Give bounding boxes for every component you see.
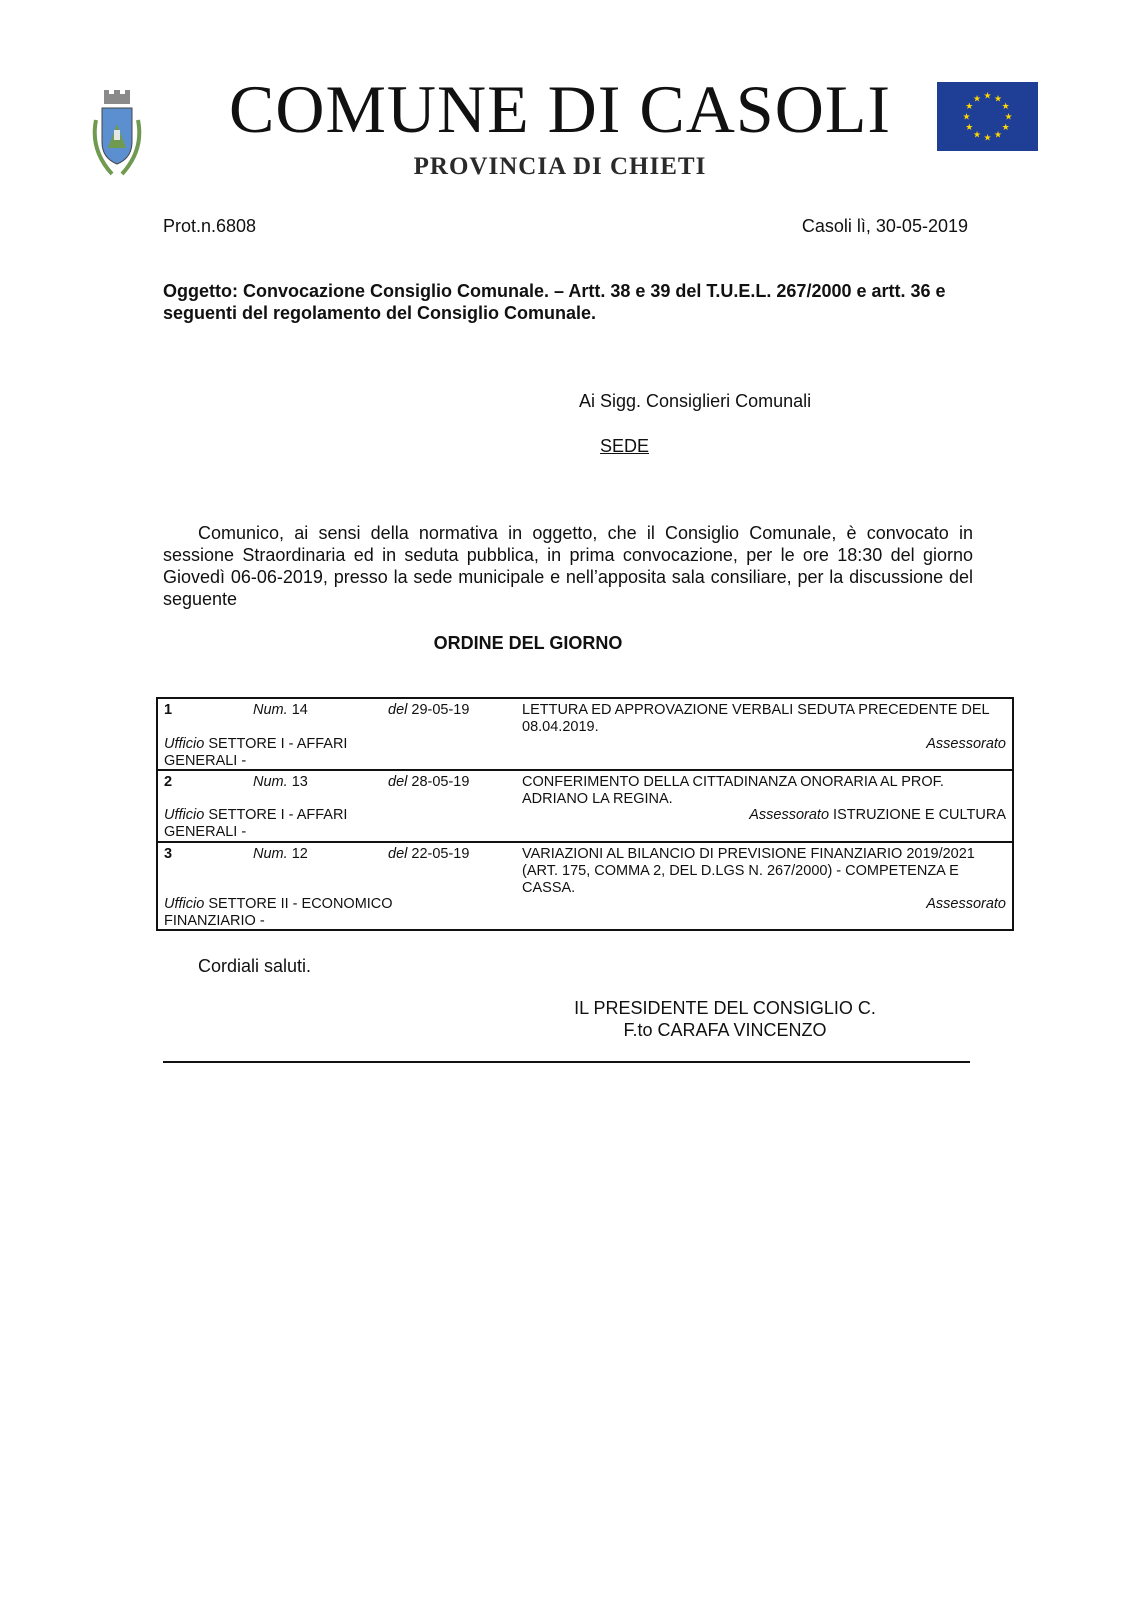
agenda-num (253, 702, 308, 719)
eu-star-icon: ★ (1001, 102, 1010, 112)
ufficio-value: SETTORE II - ECONOMICO FINANZIARIO - (164, 896, 393, 929)
ufficio-value: SETTORE I - AFFARI GENERALI - (164, 807, 348, 840)
agenda-ufficio (164, 896, 394, 930)
signature-rule (163, 1061, 970, 1063)
eu-star-icon: ★ (983, 91, 992, 102)
assessorato-label: Assessorato (926, 736, 1006, 752)
agenda-title: ORDINE DEL GIORNO (433, 633, 623, 653)
agenda-assessorato (926, 736, 1006, 753)
num-label: Num. (253, 702, 288, 718)
num-label: Num. (253, 846, 288, 862)
del-label: del (388, 774, 408, 790)
agenda-date (388, 702, 469, 719)
eu-star-icon: ★ (983, 133, 992, 144)
eu-star-icon: ★ (962, 112, 971, 123)
eu-flag-icon (937, 82, 1038, 151)
num-label: Num. (253, 774, 288, 790)
assessorato-value: ISTRUZIONE E CULTURA (833, 807, 1006, 823)
recipient-line: Ai Sigg. Consiglieri Comunali (579, 391, 812, 411)
eu-star-icon: ★ (972, 130, 982, 141)
agenda-index: 2 (164, 774, 173, 790)
body-paragraph (163, 522, 973, 610)
agenda-description: VARIAZIONI AL BILANCIO DI PREVISIONE FINANZIARIO 2019/2021 (ART. 175, COMMA 2, DEL D.LGS N. 267/2000) - COMPETENZA E CASSA. (522, 846, 975, 896)
eu-star-icon: ★ (965, 123, 974, 133)
signature-role: IL PRESIDENTE DEL CONSIGLIO C. (574, 998, 876, 1018)
place-date: Casoli lì, 30-05-2019 (801, 216, 968, 236)
ufficio-value: SETTORE I - AFFARI GENERALI - (164, 736, 348, 769)
date-value: 29-05-19 (411, 702, 470, 718)
agenda-row (158, 843, 1012, 929)
agenda-description: LETTURA ED APPROVAZIONE VERBALI SEDUTA PRECEDENTE DEL 08.04.2019. (522, 702, 990, 735)
ufficio-label: Ufficio (164, 807, 205, 823)
eu-star-icon: ★ (993, 94, 1003, 105)
agenda-num (253, 774, 308, 791)
subject-line: Oggetto: Convocazione Consiglio Comunale. – Artt. 38 e 39 del T.U.E.L. 267/2000 e artt. 36 e seguenti del regolamento del Consiglio Comunale. (163, 281, 946, 323)
agenda-ufficio (164, 807, 394, 841)
agenda-ufficio (164, 736, 394, 770)
ufficio-label: Ufficio (164, 896, 205, 912)
ufficio-label: Ufficio (164, 736, 205, 752)
date-value: 28-05-19 (411, 774, 470, 790)
agenda-row (158, 771, 1012, 843)
agenda-assessorato (926, 896, 1006, 913)
num-value: 12 (291, 846, 308, 862)
recipient-sede: SEDE (600, 436, 650, 456)
agenda-table (156, 697, 1014, 931)
agenda-row (158, 699, 1012, 771)
del-label: del (388, 846, 408, 862)
agenda-description: CONFERIMENTO DELLA CITTADINANZA ONORARIA AL PROF. ADRIANO LA REGINA. (522, 774, 944, 807)
num-value: 13 (291, 774, 308, 790)
eu-star-icon: ★ (993, 130, 1003, 141)
eu-star-icon: ★ (1004, 112, 1013, 123)
province-subtitle: PROVINCIA DI CHIETI (413, 153, 707, 180)
agenda-date (388, 774, 469, 791)
assessorato-label: Assessorato (926, 896, 1006, 912)
date-value: 22-05-19 (411, 846, 470, 862)
signature-name: F.to CARAFA VINCENZO (623, 1020, 827, 1040)
agenda-index: 1 (164, 702, 173, 718)
del-label: del (388, 702, 408, 718)
closing-greeting: Cordiali saluti. (198, 956, 312, 976)
assessorato-label: Assessorato (749, 807, 830, 823)
agenda-index: 3 (164, 846, 173, 862)
body-text: Comunico, ai sensi della normativa in oggetto, che il Consiglio Comunale, è convocato in sessione Straordinaria ed in seduta pubblica, in prima convocazione, per le ore 18:30 del giorno Giovedì 06-06-2019, presso la sede municipale e nell’apposita sala consiliare, per la discussione del seguente (163, 523, 973, 609)
municipality-title: COMUNE DI CASOLI (229, 71, 891, 147)
eu-star-icon: ★ (965, 102, 974, 112)
protocol-number: Prot.n.6808 (163, 216, 257, 236)
agenda-num (253, 846, 308, 863)
agenda-date (388, 846, 469, 863)
agenda-assessorato (749, 807, 1006, 824)
eu-star-icon: ★ (972, 94, 982, 105)
num-value: 14 (291, 702, 308, 718)
eu-star-icon: ★ (1001, 123, 1010, 133)
